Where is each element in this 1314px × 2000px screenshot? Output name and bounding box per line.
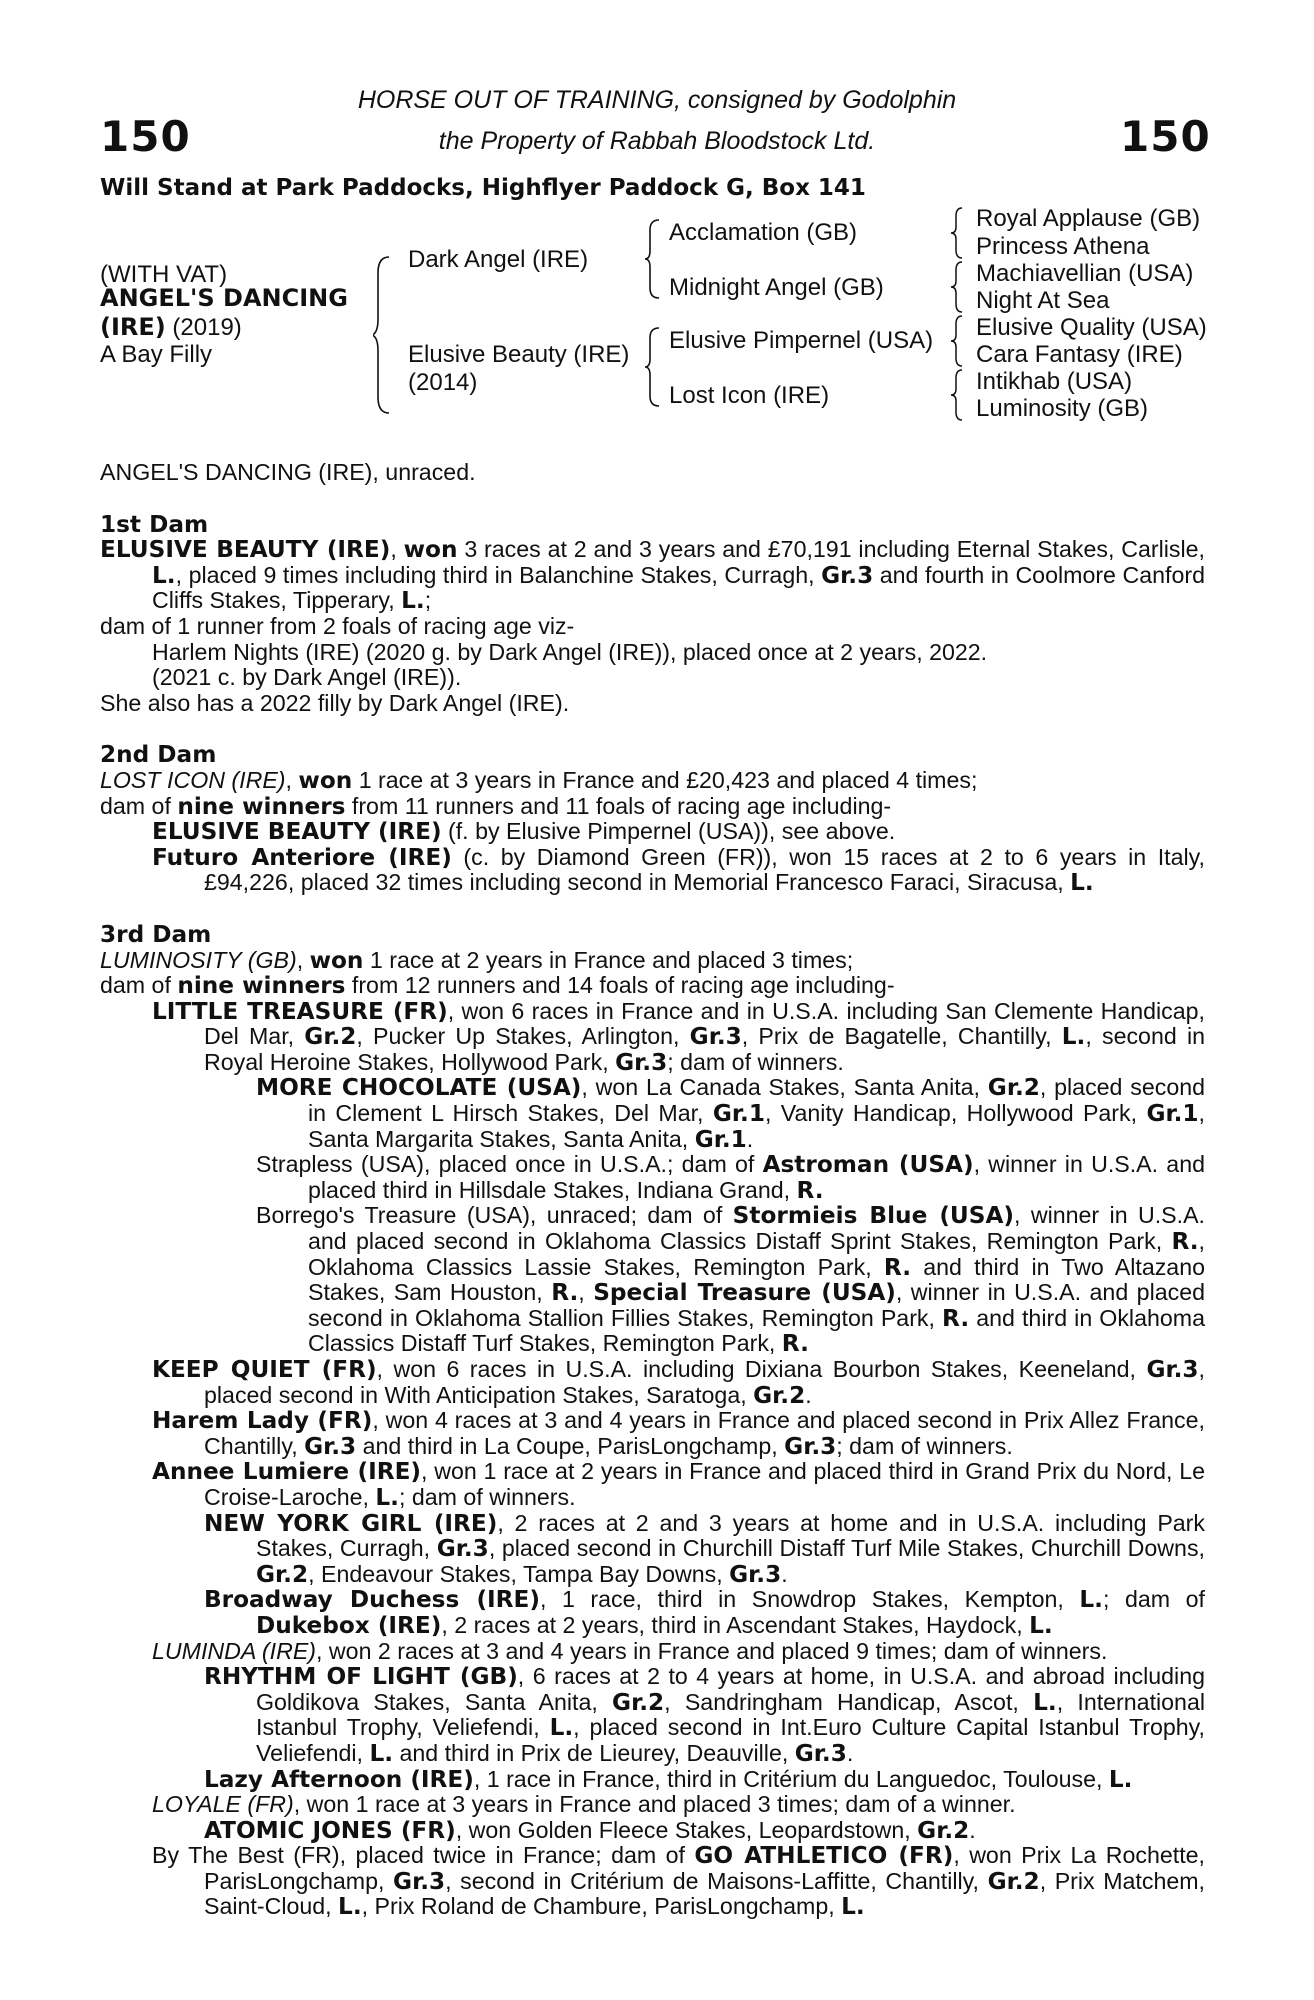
text: . [746,1125,754,1152]
produce-record [100,460,1205,1920]
sire-sire-dam: Princess Athena [976,233,1150,260]
bold-text: Gr.3 [821,561,874,589]
section-heading [100,742,1205,768]
text: , Vanity Handicap, Hollywood Park, [764,1100,1147,1127]
text: , [285,766,299,793]
bold-text: Gr.3 [794,1739,847,1767]
horse-name: ANGEL'S DANCING [100,284,348,312]
record-paragraph [100,460,1205,486]
text: (f. by Elusive Pimpernel (USA)), see above. [441,818,896,845]
text: , Endeavour Stakes, Tampa Bay Downs, [308,1560,730,1587]
record-paragraph [100,537,1205,614]
sire-sire-sire: Royal Applause (GB) [976,205,1201,232]
bold-text: L. [1108,1765,1133,1793]
bold-text: L. [841,1893,865,1921]
bold-text: L. [338,1893,362,1921]
record-paragraph [100,1075,1205,1152]
bold-text: L. [1033,1688,1057,1716]
record-paragraph [100,999,1205,1076]
text: , [296,946,310,973]
record-paragraph [100,768,1205,794]
bold-text: L. [401,587,425,615]
text: 1 race at 2 years in France and placed 3 times; [363,946,854,973]
bold-text: won [403,536,458,564]
sire-name: Dark Angel (IRE) [408,246,589,273]
text: By The Best (FR), placed twice in France; dam of [152,1842,695,1869]
text: . [969,1816,976,1843]
record-paragraph [100,1203,1205,1357]
record-paragraph [100,640,1205,666]
text: , won 1 race at 3 years in France and placed 3 times; dam of a winner. [293,1791,1016,1818]
text: , won 2 races at 3 and 4 years in France and placed 9 times; dam of winners. [316,1637,1108,1664]
text: , second in Royal Heroine Stakes, Hollywood Park, [204,1023,1205,1075]
stand-location: Will Stand at Park Paddocks, Highflyer Paddock G, Box 141 [100,175,866,201]
lot-number-right: 150 [1120,112,1211,161]
text: , placed 9 times including third in Balanchine Stakes, Curragh, [175,561,822,588]
text: , winner in U.S.A. and placed third in Hillsdale Stakes, Indiana Grand, [308,1151,1205,1203]
record-paragraph [100,614,1205,640]
text: dam of [100,792,178,819]
dam-sire-sire: Elusive Quality (USA) [976,314,1207,341]
bold-text: Gr.3 [729,1560,782,1588]
bold-text: L. [375,1483,399,1511]
bold-text: Gr.3 [304,1432,357,1460]
text: , International Istanbul Trophy, Veliefendi, [256,1688,1205,1741]
bold-text: Gr.2 [612,1688,665,1716]
text: . [781,1560,788,1587]
text: , Santa Margarita Stakes, Santa Anita, [308,1100,1205,1152]
text: , 2 races at 2 years, third in Ascendant Stakes, Haydock, [441,1611,1030,1638]
bold-text: R. [551,1279,579,1307]
bold-text: Gr.1 [694,1125,747,1153]
text: , won Golden Fleece Stakes, Leopardstown, [455,1816,918,1843]
bold-text: won [298,766,353,794]
section-heading [100,512,1205,538]
dam-year: (2014) [408,369,478,396]
text: from 12 runners and 14 foals of racing age including- [345,972,895,999]
bold-text: Stormieis Blue (USA) [732,1202,1014,1230]
text: , Oklahoma Classics Lassie Stakes, Remington Park, [308,1228,1205,1280]
bold-text: Broadway Duchess (IRE) [204,1586,540,1614]
bold-text: Gr.3 [436,1535,489,1563]
text: ; dam of winners. [399,1483,576,1510]
text: , Prix de Bagatelle, Chantilly, [741,1023,1062,1050]
text: dam of [100,972,178,999]
bold-text: Annee Lumiere (IRE) [152,1458,422,1486]
sire-dam-dam: Night At Sea [976,287,1110,314]
text: (c. by Diamond Green (FR)), won 15 races at 2 to 6 years in Italy, £94,226, placed 32 times including second in Memorial Francesco Faraci, Siracusa, [204,843,1205,896]
text: 3rd Dam [100,920,212,948]
bold-text: LITTLE TREASURE (FR) [152,997,448,1025]
bold-text: L. [369,1739,394,1767]
text: and fourth in Coolmore Canford Cliffs Stakes, Tipperary, [152,561,1205,614]
bold-text: Dukebox (IRE) [256,1611,442,1639]
bold-text: nine winners [177,792,346,820]
record-paragraph [100,1587,1205,1638]
bold-text: Gr.1 [712,1100,765,1128]
text: ANGEL'S DANCING (IRE), unraced. [100,459,476,485]
bold-text: Gr.2 [987,1074,1040,1102]
text: 2nd Dam [100,741,217,769]
dam-sire: Elusive Pimpernel (USA) [669,327,934,354]
text: Strapless (USA), placed once in U.S.A.; dam of [256,1151,763,1178]
record-paragraph [100,794,1205,820]
text: , placed second in Int.Euro Culture Capital Istanbul Trophy, Veliefendi, [256,1714,1205,1766]
bold-text: Astroman (USA) [762,1151,974,1179]
bold-text: L. [1029,1611,1053,1639]
italic-text: LOYALE (FR) [152,1791,294,1818]
text: Borrego's Treasure (USA), unraced; dam of [256,1202,733,1229]
bold-text: R. [1171,1228,1199,1256]
text: and third in Two Altazano Stakes, Sam Houston, [308,1253,1205,1306]
lot-number-left: 150 [100,112,191,161]
record-paragraph [100,1357,1205,1408]
record-paragraph [100,691,1205,717]
dam-dam-dam: Luminosity (GB) [976,395,1149,422]
record-paragraph [100,1152,1205,1203]
text: and third in Prix de Lieurey, Deauville, [393,1739,795,1766]
text: , 2 races at 2 and 3 years at home and in U.S.A. including Park Stakes, Curragh, [256,1509,1205,1562]
brace-generation-1 [373,255,393,415]
text: , winner in U.S.A. and placed second in Oklahoma Stallion Fillies Stakes, Remington Park, [308,1279,1205,1331]
brace-gen3-1 [950,206,966,260]
record-paragraph [100,1818,1205,1844]
text: . [846,1739,854,1766]
text: , Sandringham Handicap, Ascot, [664,1688,1034,1715]
record-paragraph [100,1408,1205,1459]
dam-sire-dam: Cara Fantasy (IRE) [976,341,1183,368]
bold-text: won [309,946,364,974]
bold-text: Harem Lady (FR) [152,1407,373,1435]
section-heading [100,922,1205,948]
text: , second in Critérium de Maisons-Laffitte, Chantilly, [445,1867,988,1894]
text: 1 race at 3 years in France and £20,423 and placed 4 times; [352,766,978,793]
text: , placed second in Clement L Hirsch Stakes, Del Mar, [308,1074,1206,1127]
text: . [805,1381,812,1408]
horse-description: A Bay Filly [100,341,213,368]
brace-gen3-2 [950,260,966,314]
bold-text: ATOMIC JONES (FR) [204,1816,456,1844]
text: from 11 runners and 11 foals of racing age including- [345,792,892,819]
text: , placed second in Churchill Distaff Turf Mile Stakes, Churchill Downs, [488,1535,1205,1562]
text: , [390,536,404,563]
sire-dam: Midnight Angel (GB) [669,274,884,301]
bold-text: Lazy Afternoon (IRE) [204,1765,474,1793]
dam-dam-sire: Intikhab (USA) [976,368,1133,395]
text: and third in Oklahoma Classics Distaff Turf Stakes, Remington Park, [308,1304,1205,1357]
text: , Pucker Up Stakes, Arlington, [356,1023,690,1050]
text: ; dam of winners. [667,1048,844,1075]
bold-text: KEEP QUIET (FR) [152,1356,377,1383]
bold-text: Special Treasure (USA) [593,1279,896,1307]
text: , 1 race in France, third in Critérium du Languedoc, Toulouse, [473,1765,1109,1792]
text: , won 1 race at 2 years in France and placed third in Grand Prix du Nord, Le Croise-Laroche, [204,1458,1206,1510]
italic-text: LUMINOSITY (GB) [100,946,297,973]
bold-text: GO ATHLETICO (FR) [694,1842,954,1870]
text: ; dam of winners. [836,1432,1013,1459]
text: , won 6 races in U.S.A. including Dixiana Bourbon Stakes, Keeneland, [376,1356,1147,1382]
text: She also has a 2022 filly by Dark Angel (IRE). [100,689,570,716]
bold-text: Futuro Anteriore (IRE) [152,843,452,871]
bold-text: L. [549,1714,574,1742]
text: and third in La Coupe, ParisLongchamp, [356,1432,785,1459]
record-paragraph [100,665,1205,691]
text: , [578,1279,594,1306]
bold-text: R. [883,1253,912,1281]
bold-text: R. [796,1176,824,1204]
record-paragraph [100,1511,1205,1588]
text: , won Prix La Rochette, ParisLongchamp, [204,1842,1205,1894]
text: ; [424,587,432,614]
bold-text: R. [942,1304,970,1332]
bold-text: Gr.2 [256,1560,309,1588]
record-paragraph [100,973,1205,999]
bold-text: L. [1070,869,1094,897]
sire-sire: Acclamation (GB) [669,219,858,246]
record-paragraph [100,1843,1205,1920]
bold-text: nine winners [177,972,346,1000]
bold-text: Gr.2 [917,1816,970,1844]
text: ; dam of [1103,1586,1205,1613]
record-paragraph [100,1664,1205,1766]
bold-text: ELUSIVE BEAUTY (IRE) [152,818,442,846]
record-paragraph [100,819,1205,845]
bold-text: MORE CHOCOLATE (USA) [256,1074,582,1102]
sire-dam-sire: Machiavellian (USA) [976,260,1194,287]
dam-name: Elusive Beauty (IRE) [408,341,630,368]
bold-text: Gr.3 [784,1432,837,1460]
text: , 6 races at 2 to 4 years at home, in U.S.A. and abroad including Goldikova Stakes, Santa Anita, [256,1663,1205,1715]
text: , won 4 races at 3 and 4 years in France and placed second in Prix Allez France, Chantilly, [204,1407,1205,1459]
horse-origin: (IRE) (2019) [100,313,242,341]
text: , Prix Matchem, Saint-Cloud, [204,1867,1205,1920]
italic-text: LUMINDA (IRE) [152,1637,317,1664]
bold-text: ELUSIVE BEAUTY (IRE) [100,536,391,564]
text: , won 6 races in France and in U.S.A. including San Clemente Handicap, Del Mar, [204,997,1205,1050]
brace-sire-line [645,218,663,300]
bold-text: Gr.2 [304,1023,357,1051]
brace-gen3-3 [950,314,966,368]
brace-dam-line [645,326,663,408]
text: 3 races at 2 and 3 years and £70,191 including Eternal Stakes, Carlisle, [457,536,1205,563]
record-paragraph [100,1459,1205,1510]
record-paragraph [100,1767,1205,1793]
dam-dam: Lost Icon (IRE) [669,382,830,409]
bold-text: L. [1061,1023,1086,1051]
bold-text: L. [152,561,176,589]
bold-text: L. [1079,1586,1103,1614]
bold-text: Gr.3 [615,1048,668,1076]
record-paragraph [100,845,1205,896]
text: , winner in U.S.A. and placed second in Oklahoma Classics Distaff Sprint Stakes, Remington Park, [308,1202,1205,1255]
text: , Prix Roland de Chambure, ParisLongchamp, [361,1893,842,1920]
brace-gen3-4 [950,368,966,422]
bold-text: Gr.3 [1146,1356,1199,1383]
bold-text: RHYTHM OF LIGHT (GB) [204,1663,518,1691]
bold-text: R. [781,1330,809,1358]
text: , placed second in With Anticipation Stakes, Saratoga, [204,1356,1205,1408]
bold-text: Gr.2 [753,1381,806,1409]
text: , 1 race, third in Snowdrop Stakes, Kempton, [539,1586,1080,1613]
text: Harlem Nights (IRE) (2020 g. by Dark Angel (IRE)), placed once at 2 years, 2022. [152,638,988,665]
consignor-line: HORSE OUT OF TRAINING, consigned by Godolphin [357,86,957,114]
text: (2021 c. by Dark Angel (IRE)). [152,664,462,691]
text: 1st Dam [100,510,209,538]
bold-text: Gr.2 [987,1867,1040,1895]
record-paragraph [100,1639,1205,1665]
bold-text: Gr.3 [393,1867,446,1895]
bold-text: Gr.1 [1146,1100,1199,1128]
bold-text: NEW YORK GIRL (IRE) [204,1509,498,1537]
text: dam of 1 runner from 2 foals of racing age viz- [100,612,575,639]
bold-text: Gr.3 [689,1023,742,1051]
record-paragraph [100,948,1205,974]
text: , won La Canada Stakes, Santa Anita, [581,1074,988,1101]
vat-label: (WITH VAT) [100,261,228,288]
italic-text: LOST ICON (IRE) [100,766,286,793]
record-paragraph [100,1792,1205,1818]
property-line: the Property of Rabbah Bloodstock Ltd. [438,127,876,155]
